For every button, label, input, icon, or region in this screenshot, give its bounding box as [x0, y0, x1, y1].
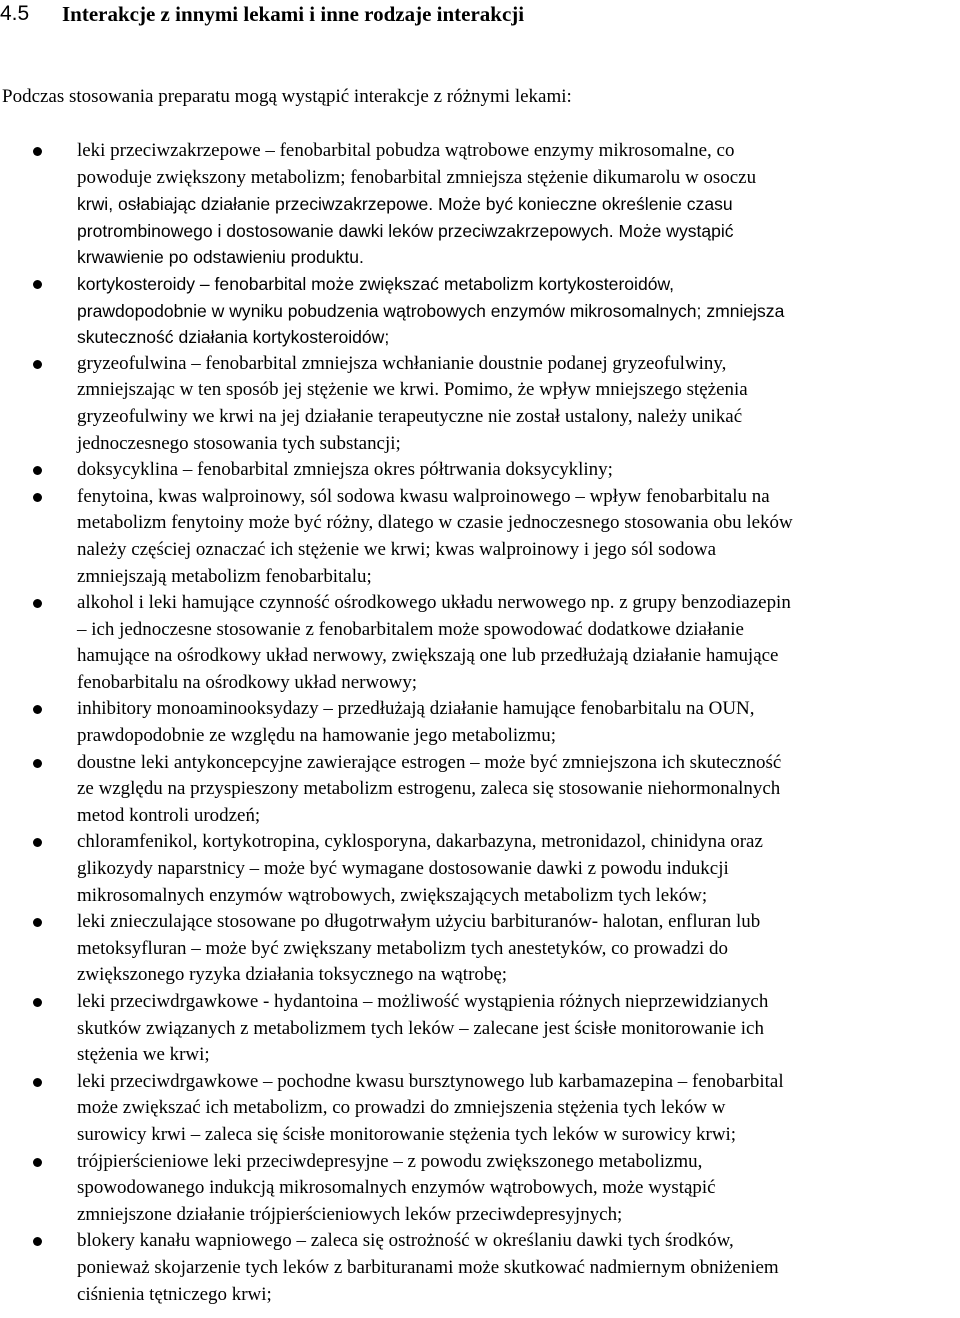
list-item-line: zmniejszając w ten sposób jej stężenie we krwi. Pomimo, że wpływ mniejszego stężenia [77, 379, 748, 401]
section-heading [0, 0, 524, 28]
list-item-line: krwi, osłabiając działanie przeciwzakrzepowe. Może być konieczne określenie czasu [77, 194, 733, 215]
list-item-line: leki znieczulające stosowane po długotrwałym użyciu barbituranów- halotan, enfluran lub [77, 911, 761, 933]
list-item [0, 989, 960, 1069]
bullet-icon [33, 280, 42, 289]
list-item-line: prawdopodobnie ze względu na hamowanie jego metabolizmu; [77, 725, 557, 747]
list-item-line: skuteczność działania kortykosteroidów; [77, 327, 390, 348]
list-item-line: należy częściej oznaczać ich stężenie we krwi; kwas walproinowy i jego sól sodowa [77, 538, 717, 560]
bullet-icon [33, 466, 42, 475]
list-item [0, 909, 960, 989]
list-item [0, 590, 960, 696]
bullet-icon [33, 759, 42, 768]
list-item [0, 138, 960, 271]
list-item [0, 351, 960, 457]
bullet-icon [33, 360, 42, 369]
list-item [0, 829, 960, 909]
bullet-icon [33, 1078, 42, 1087]
list-item-line: – ich jednoczesne stosowanie z fenobarbitalem może spowodować dodatkowe działanie [77, 618, 744, 640]
section-number: 4.5 [0, 2, 30, 25]
list-item-line: jednoczesnego stosowania tych substancji; [77, 432, 401, 454]
list-item-line: inhibitory monoaminooksydazy – przedłużają działanie hamujące fenobarbitalu na OUN, [77, 698, 755, 720]
bullet-icon [33, 838, 42, 847]
list-item-line: protrombinowego i dostosowanie dawki leków przeciwzakrzepowych. Może wystąpić [77, 220, 734, 241]
bullet-icon [33, 998, 42, 1007]
list-item-line: doustne leki antykoncepcyjne zawierające estrogen – może być zmniejszona ich skuteczność [77, 751, 782, 773]
list-item-line: fenytoina, kwas walproinowy, sól sodowa kwasu walproinowego – wpływ fenobarbitalu na [77, 485, 770, 507]
bullet-icon [33, 1237, 42, 1246]
bullet-icon [33, 1158, 42, 1167]
list-item-line: ponieważ skojarzenie tych leków z barbituranami może skutkować nadmiernym obniżeniem [77, 1256, 779, 1278]
list-item-line: leki przeciwzakrzepowe – fenobarbital pobudza wątrobowe enzymy mikrosomalne, co [77, 140, 735, 161]
list-item-line: ciśnienia tętniczego krwi; [77, 1283, 272, 1305]
list-item-line: powoduje zwiększony metabolizm; fenobarbital zmniejsza stężenie dikumarolu w osoczu [77, 166, 757, 188]
list-item [0, 484, 960, 590]
list-item-line: trójpierścieniowe leki przeciwdepresyjne – z powodu zwiększonego metabolizmu, [77, 1150, 703, 1172]
bullet-icon [33, 147, 42, 156]
section-title: Interakcje z innymi lekami i inne rodzaje interakcji [62, 1, 525, 26]
list-item [0, 1069, 960, 1149]
list-item-line: leki przeciwdrgawkowe - hydantoina – możliwość wystąpienia różnych nieprzewidzianych [77, 991, 769, 1012]
list-item-line: zmniejszone działanie trójpierścieniowych leków przeciwdepresyjnych; [77, 1203, 623, 1225]
bullet-icon [33, 599, 42, 608]
list-item-line: metoksyfluran – może być zwiększany metabolizm tych anestetyków, co prowadzi do [77, 937, 728, 959]
intro-paragraph: Podczas stosowania preparatu mogą wystąpić interakcje z różnymi lekami: [2, 86, 572, 107]
list-item [0, 1228, 960, 1308]
list-item-line: ze względu na przyspieszony metabolizm estrogenu, zaleca się stosowanie niehormonalnych [77, 778, 781, 800]
list-item-line: prawdopodobnie w wyniku pobudzenia wątrobowych enzymów mikrosomalnych; zmniejsza [77, 300, 785, 321]
list-item-line: fenobarbitalu na ośrodkowy układ nerwowy; [77, 671, 418, 693]
list-item-line: hamujące na ośrodkowy układ nerwowy, zwiększają one lub przedłużają działanie hamujące [77, 645, 779, 667]
list-item-line: surowicy krwi – zaleca się ścisłe monitorowanie stężenia tych leków w surowicy krwi; [77, 1123, 737, 1145]
list-item [0, 1149, 960, 1229]
list-item-line: może zwiększać ich metabolizm, co prowadzi do zmniejszenia stężenia tych leków w [77, 1097, 726, 1119]
list-item-line: mikrosomalnych enzymów wątrobowych, zwiększających metabolizm tych leków; [77, 884, 708, 906]
list-item-line: glikozydy naparstnicy – może być wymagane dostosowanie dawki z powodu indukcji [77, 858, 729, 880]
list-item-line: skutków związanych z metabolizmem tych leków – zalecane jest ścisłe monitorowanie ich [77, 1017, 764, 1039]
bullet-icon [33, 493, 42, 502]
list-item-line: leki przeciwdrgawkowe – pochodne kwasu bursztynowego lub karbamazepina – fenobarbital [77, 1070, 784, 1092]
list-item-line: spowodowanego indukcją mikrosomalnych enzymów wątrobowych, może wystąpić [77, 1177, 716, 1199]
list-item-line: kortykosteroidy – fenobarbital może zwiększać metabolizm kortykosteroidów, [77, 273, 675, 294]
list-item-line: zwiększonego ryzyka działania toksycznego na wątrobę; [77, 964, 508, 986]
list-item-line: alkohol i leki hamujące czynność ośrodkowego układu nerwowego np. z grupy benzodiazepin [77, 592, 791, 614]
list-item [0, 271, 960, 351]
bullet-icon [33, 705, 42, 714]
list-item-line: zmniejszają metabolizm fenobarbitalu; [77, 565, 372, 587]
list-item-line: metod kontroli urodzeń; [77, 804, 261, 826]
list-item-line: gryzeofulwiny we krwi na jej działanie terapeutyczne nie został ustalony, należy unikać [77, 405, 743, 427]
bullet-icon [33, 918, 42, 927]
list-item [0, 457, 960, 484]
list-item-line: stężenia we krwi; [77, 1044, 210, 1066]
list-item-line: chloramfenikol, kortykotropina, cyklosporyna, dakarbazyna, metronidazol, chinidyna oraz [77, 831, 763, 853]
list-item [0, 750, 960, 830]
list-item-line: krwawienie po odstawieniu produktu. [77, 247, 364, 268]
list-item-line: metabolizm fenytoiny może być różny, dlatego w czasie jednoczesnego stosowania obu leków [77, 512, 793, 534]
interactions-list [0, 138, 960, 1308]
list-item-line: gryzeofulwina – fenobarbital zmniejsza wchłanianie doustnie podanej gryzeofulwiny, [77, 352, 727, 374]
list-item [0, 696, 960, 749]
list-item-line: blokery kanału wapniowego – zaleca się ostrożność w określaniu dawki tych środków, [77, 1230, 734, 1252]
list-item-line: doksycyklina – fenobarbital zmniejsza okres półtrwania doksycykliny; [77, 459, 613, 481]
